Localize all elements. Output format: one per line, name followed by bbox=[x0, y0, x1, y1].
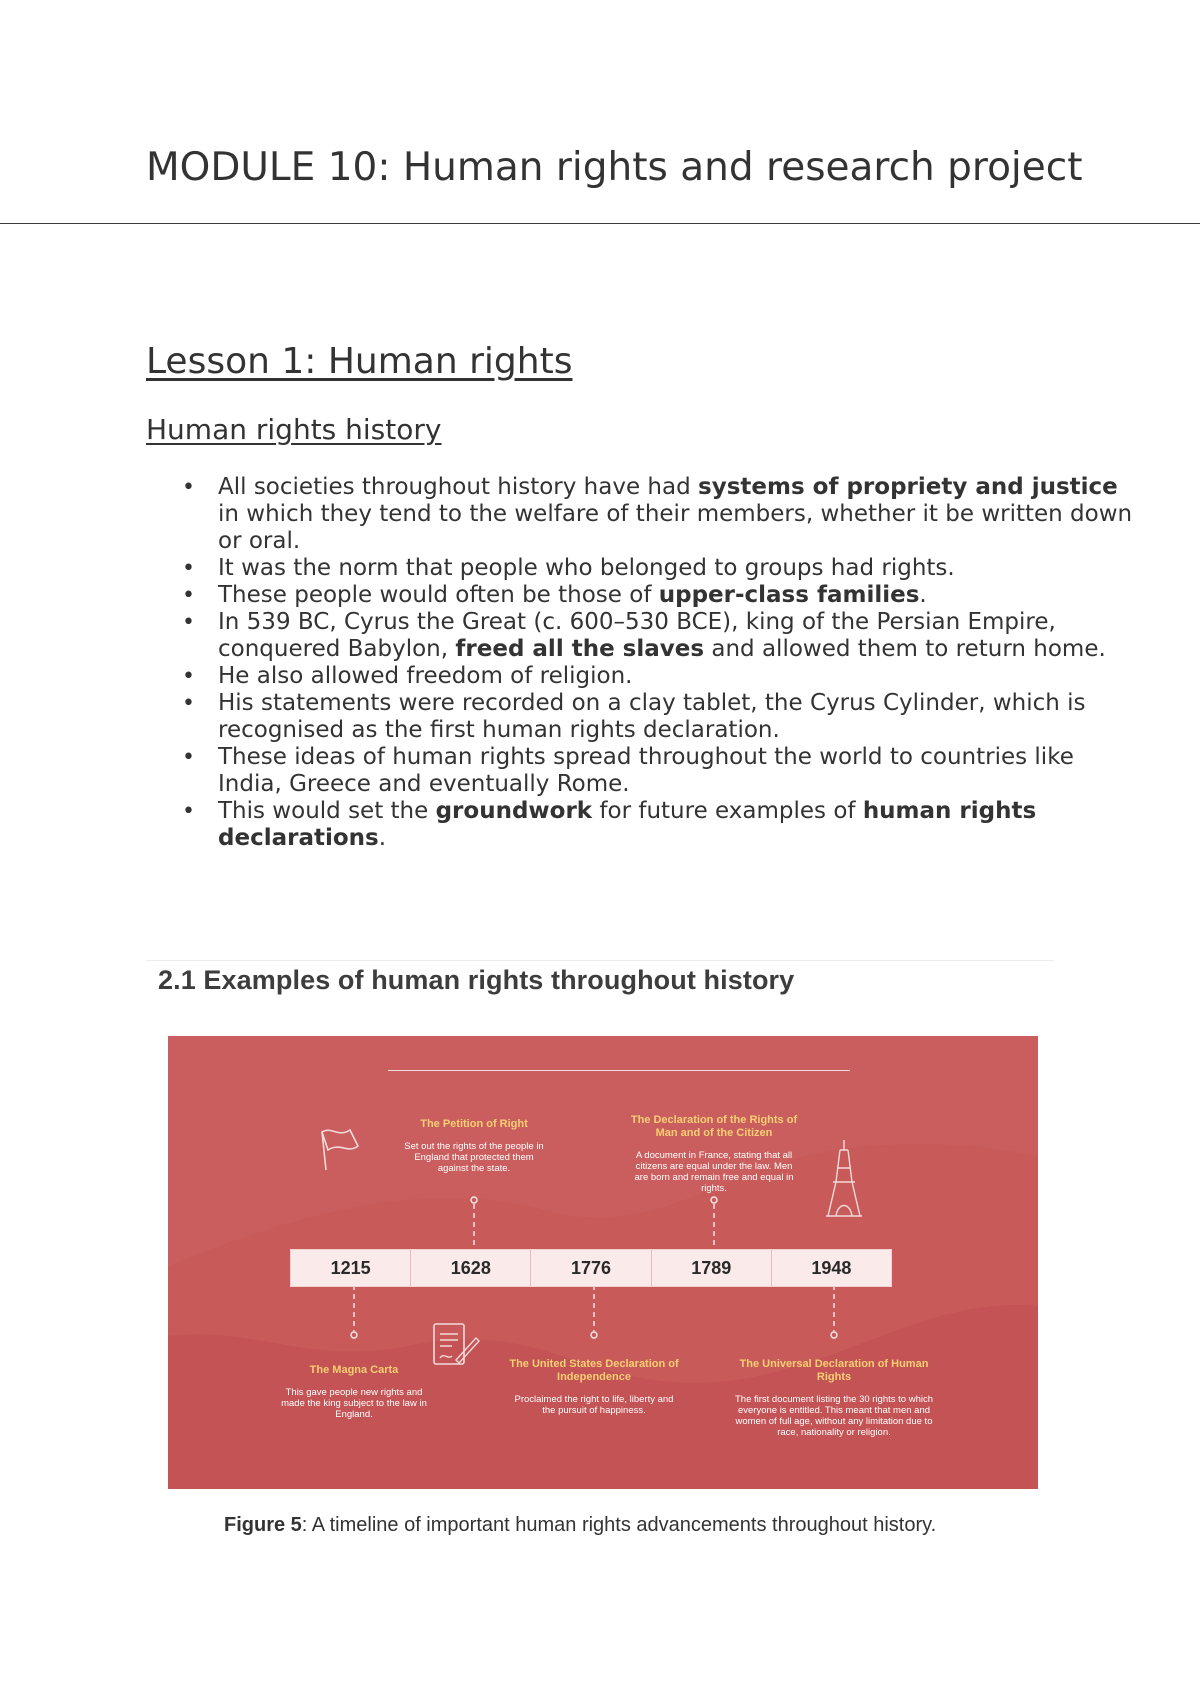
year-1628: 1628 bbox=[411, 1250, 531, 1286]
bullet-text: It was the norm that people who belonged to groups had rights. bbox=[218, 555, 955, 581]
timeline-top-line bbox=[388, 1070, 850, 1071]
lesson-title: Lesson 1: Human rights bbox=[146, 341, 573, 382]
year-1789: 1789 bbox=[652, 1250, 772, 1286]
connector-1948 bbox=[830, 1285, 838, 1339]
event-magna-carta bbox=[278, 1364, 430, 1420]
caption-text: : A timeline of important human rights advancements throughout history. bbox=[301, 1514, 937, 1536]
connector-1776 bbox=[590, 1285, 598, 1339]
caption-label: Figure 5 bbox=[224, 1514, 302, 1536]
bullet-text: All societies throughout history have had bbox=[218, 474, 699, 500]
bullet-text: This would set the bbox=[218, 798, 436, 824]
bullet-item bbox=[218, 663, 1138, 690]
event-petition-of-right bbox=[404, 1118, 544, 1174]
bullet-bold-text: systems of propriety and justice bbox=[698, 474, 1118, 500]
bullet-item bbox=[218, 582, 1138, 609]
timeline-figure bbox=[168, 1036, 1038, 1489]
event-description: This gave people new rights and made the king subject to the law in England. bbox=[281, 1387, 427, 1420]
bullet-text: in which they tend to the welfare of their members, whether it be written down or oral. bbox=[218, 501, 1133, 554]
bullet-item bbox=[218, 744, 1138, 798]
event-title: The Universal Declaration of Human Rights bbox=[739, 1358, 929, 1383]
year-1776: 1776 bbox=[531, 1250, 651, 1286]
event-description: The first document listing the 30 rights to which everyone is entitled. This meant that men and women of full age, without any limitation due to race, nationality or religion. bbox=[734, 1394, 933, 1438]
event-description: Proclaimed the right to life, liberty and the pursuit of happiness. bbox=[514, 1394, 674, 1416]
event-french-declaration bbox=[628, 1114, 800, 1194]
connector-1628 bbox=[470, 1196, 478, 1250]
year-bar bbox=[290, 1249, 892, 1287]
bullet-text: He also allowed freedom of religion. bbox=[218, 663, 633, 689]
event-description: A document in France, stating that all citizens are equal under the law. Men are born and remain free and equal in rights. bbox=[634, 1150, 794, 1194]
bullet-text: In 539 BC, Cyrus the Great (c. 600–530 BCE), king of the Persian Empire, conquered Babylon, bbox=[218, 609, 1056, 662]
event-title: The Declaration of the Rights of Man and of the Citizen bbox=[630, 1114, 798, 1139]
year-1215: 1215 bbox=[291, 1250, 411, 1286]
section-title: Human rights history bbox=[146, 413, 442, 446]
event-us-declaration bbox=[508, 1358, 680, 1416]
bullet-bold-text: groundwork bbox=[435, 798, 593, 824]
bullet-list bbox=[146, 474, 1138, 852]
event-title: The Petition of Right bbox=[420, 1118, 528, 1130]
flag-icon bbox=[320, 1124, 362, 1172]
module-title: MODULE 10: Human rights and research project bbox=[146, 145, 1083, 190]
document-quill-icon bbox=[430, 1320, 482, 1372]
connector-1789 bbox=[710, 1196, 718, 1250]
bullet-bold-text: upper-class families bbox=[658, 582, 920, 608]
bullet-bold-text: freed all the slaves bbox=[455, 636, 705, 662]
title-underline-rule bbox=[0, 223, 1200, 224]
bullet-text: These ideas of human rights spread throughout the world to countries like India, Greece and eventually Rome. bbox=[218, 744, 1074, 797]
event-description: Set out the rights of the people in England that protected them against the state. bbox=[404, 1141, 544, 1174]
bullet-item bbox=[218, 474, 1138, 555]
bullet-text: and allowed them to return home. bbox=[704, 636, 1106, 662]
figure-heading: 2.1 Examples of human rights throughout history bbox=[158, 965, 795, 995]
bullet-bold-text: human rights declarations bbox=[218, 798, 1037, 851]
event-title: The Magna Carta bbox=[309, 1364, 399, 1376]
bullet-text: His statements were recorded on a clay tablet, the Cyrus Cylinder, which is recognised as the first human rights declaration. bbox=[218, 690, 1086, 743]
figure-caption bbox=[224, 1514, 936, 1537]
eiffel-tower-icon bbox=[824, 1138, 864, 1220]
bullet-item bbox=[218, 798, 1138, 852]
bullet-text: These people would often be those of bbox=[218, 582, 659, 608]
event-title: The United States Declaration of Independence bbox=[509, 1358, 679, 1383]
bullet-text: . bbox=[378, 825, 387, 851]
bullet-item bbox=[218, 555, 1138, 582]
bullet-item bbox=[218, 609, 1138, 663]
connector-1215 bbox=[350, 1285, 358, 1339]
bullet-text: for future examples of bbox=[592, 798, 863, 824]
event-udhr bbox=[734, 1358, 934, 1438]
year-1948: 1948 bbox=[811, 1258, 852, 1278]
figure-header-rule bbox=[146, 960, 1054, 961]
bullet-item bbox=[218, 690, 1138, 744]
bullet-text: . bbox=[919, 582, 927, 608]
